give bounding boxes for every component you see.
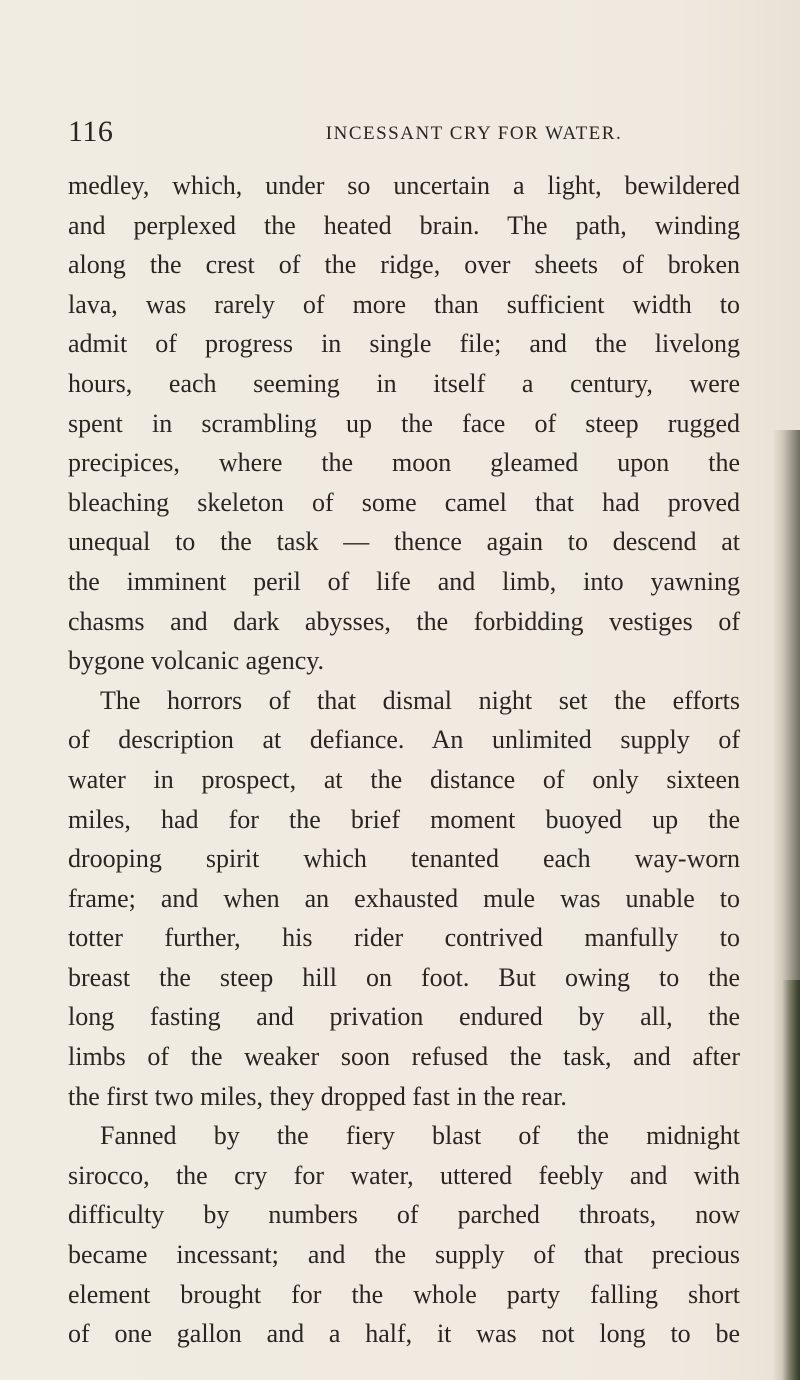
text-line: water in prospect, at the distance of only sixteen xyxy=(68,764,740,794)
text-line: the imminent peril of life and limb, into yawning xyxy=(68,566,740,596)
text-line: lava, was rarely of more than sufficient width to xyxy=(68,289,740,319)
text-line: element brought for the whole party falling short xyxy=(68,1279,740,1309)
text-line: of one gallon and a half, it was not long to be xyxy=(68,1319,740,1349)
text-line: hours, each seeming in itself a century, were xyxy=(68,368,740,398)
text-line: medley, which, under so uncertain a light, bewildered xyxy=(68,171,740,200)
text-line: difficulty by numbers of parched throats, now xyxy=(68,1200,740,1230)
text-line: along the crest of the ridge, over sheets of broken xyxy=(68,250,740,280)
text-line: sirocco, the cry for water, uttered feebly and with xyxy=(68,1160,740,1190)
text-line: unequal to the task — thence again to descend at xyxy=(68,527,740,557)
paragraph-end-line: the first two miles, they dropped fast in the rear. xyxy=(68,1081,567,1111)
text-line: breast the steep hill on foot. But owing to the xyxy=(68,962,740,992)
text-line: drooping spirit which tenanted each way-worn xyxy=(68,844,740,874)
text-line: bleaching skeleton of some camel that had proved xyxy=(68,487,740,517)
paragraph-end-line: bygone volcanic agency. xyxy=(68,646,325,676)
text-line: became incessant; and the supply of that precious xyxy=(68,1240,740,1270)
text-line: totter further, his rider contrived manfully to xyxy=(68,923,740,953)
body-text xyxy=(68,166,740,1354)
text-line: frame; and when an exhausted mule was unable to xyxy=(68,883,740,913)
page-header xyxy=(68,112,740,152)
paragraph-start-line: The horrors of that dismal night set the efforts xyxy=(100,685,740,715)
text-line: limbs of the weaker soon refused the task, and after xyxy=(68,1042,740,1072)
text-line: spent in scrambling up the face of steep rugged xyxy=(68,408,740,438)
running-title: INCESSANT CRY FOR WATER. xyxy=(325,123,623,144)
paragraph-start-line: Fanned by the fiery blast of the midnight xyxy=(100,1121,740,1151)
text-line: long fasting and privation endured by all, the xyxy=(68,1002,740,1032)
page-edge-shadow-lower xyxy=(782,980,800,1380)
text-line: of description at defiance. An unlimited supply of xyxy=(68,725,740,755)
text-line: chasms and dark abysses, the forbidding vestiges of xyxy=(68,606,740,636)
text-line: admit of progress in single file; and the livelong xyxy=(68,329,740,359)
text-line: and perplexed the heated brain. The path, winding xyxy=(68,210,740,240)
page-number: 116 xyxy=(68,115,114,148)
text-line: miles, had for the brief moment buoyed up the xyxy=(68,804,740,834)
text-line: precipices, where the moon gleamed upon the xyxy=(68,448,740,478)
